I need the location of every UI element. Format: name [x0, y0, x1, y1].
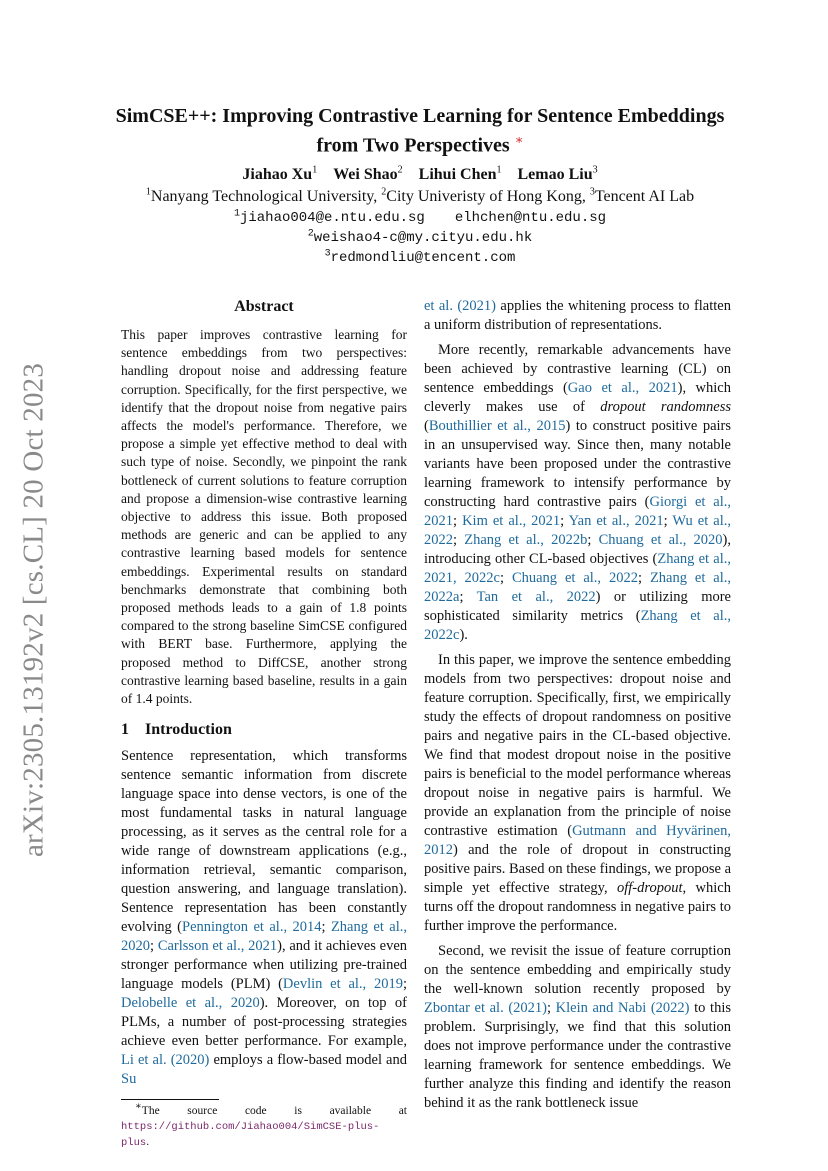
- citation-link[interactable]: Zhang et al., 2022a: [424, 570, 731, 605]
- citation-link[interactable]: Devlin et al., 2019: [282, 976, 403, 993]
- author: Wei Shao$^2$: [333, 164, 403, 183]
- citation-link[interactable]: Pennington et al., 2014: [182, 919, 322, 936]
- citation-link[interactable]: Zhang et al., 2022c: [424, 608, 731, 643]
- citation-link[interactable]: Zhang et al., 2022b: [464, 532, 588, 548]
- author-list: [90, 166, 750, 184]
- intro-paragraph-1-continued: et al. (2021) applies the whitening process to flatten a uniform distribution of representations.: [424, 298, 731, 333]
- intro-paragraph-2: More recently, remarkable advancements have been achieved by contrastive learning (CL) on sentence embeddings (Gao et al., 2021), which cleverly makes use of dropout randomness (Bouthillier et al., 2015) to construct positive pairs in an unsupervised way. Since then, many notable variants have been proposed under the contrastive learning framework to intensify performance by constructing hard contrastive pairs (Giorgi et al., 2021; Kim et al., 2021; Yan et al., 2021; Wu et al., 2022; Zhang et al., 2022b; Chuang et al., 2020), introducing other CL-based objectives (Zhang et al., 2021, 2022c; Chuang et al., 2022; Zhang et al., 2022a; Tan et al., 2022) or utilizing more sophisticated similarity metrics (Zhang et al., 2022c).: [424, 342, 732, 643]
- footnote: ∗The source code is available at https://github.com/Jiahao004/SimCSE-plus-plus.: [121, 1101, 407, 1150]
- arxiv-id: arXiv:2305.13192v2 [cs.CL] 20 Oct 2023: [17, 362, 50, 858]
- arxiv-sidebar-stamp: [2, 330, 66, 890]
- citation-link[interactable]: Chuang et al., 2020: [598, 532, 723, 548]
- abstract-text: This paper improves contrastive learning for sentence embeddings from two perspectives: handling dropout noise and addressing feature corruption. Specifically, for the first perspective, we identify that the dropout noise from negative pairs affects the model's performance. Therefore, we propose a simple yet effective method to deal with such type of noise. Secondly, we pinpoint the rank bottleneck of current solutions to feature corruption and propose a dimension-wise contrastive learning objective to address this issue. Both proposed methods are generic and can be applied to any contrastive learning based models for sentence embeddings. Experimental results on standard benchmarks demonstrate that combining both proposed methods leads to a gain of 1.8 points compared to the strong baseline SimCSE configured with BERT base. Furthermore, applying the proposed method to DiffCSE, another strong contrastive learning based baseline, results in a gain of 1.4 points.: [121, 327, 407, 707]
- email-line: $^3$redmondliu@tencent.com: [324, 248, 516, 266]
- citation-link[interactable]: Gao et al., 2021: [567, 380, 678, 396]
- citation-link[interactable]: Li et al. (2020): [121, 1052, 210, 1069]
- email-line: $^1$jiahao004@e.ntu.edu.sg elhchen@ntu.edu.sg: [233, 208, 607, 226]
- citation-link[interactable]: Carlsson et al., 2021: [157, 938, 278, 955]
- author: Lemao Liu$^3$: [517, 164, 598, 183]
- email-line: $^2$weishao4-c@my.cityu.edu.hk: [307, 228, 533, 246]
- citation-link[interactable]: Gutmann and Hyvärinen, 2012: [424, 823, 731, 858]
- citation-link[interactable]: Klein and Nabi (2022): [555, 1000, 690, 1016]
- author: Jiahao Xu$^1$: [242, 164, 318, 183]
- left-column: [121, 297, 407, 1151]
- citation-link[interactable]: Zbontar et al. (2021): [424, 1000, 547, 1016]
- citation-link[interactable]: Wu et al., 2022: [424, 513, 731, 548]
- intro-paragraph-3: In this paper, we improve the sentence embedding models from two perspectives: dropout noise and feature corruption. Specifically, first, we empirically study the effects of dropout randomness on positive pairs and negative pairs in the CL-based objective. We find that modest dropout noise in the positive pairs is beneficial to the model performance whereas dropout noise in negative pairs is harmful. We provide an explanation from the principle of noise contrastive estimation (Gutmann and Hyvärinen, 2012) and the role of dropout in constructing positive pairs. Based on these findings, we propose a simple yet effective strategy, off-dropout, which turns off the dropout randomness in negative pairs to further improve the performance.: [424, 652, 731, 934]
- citation-link[interactable]: Yan et al., 2021: [568, 513, 664, 529]
- title-line-1: SimCSE++: Improving Contrastive Learning for Sentence Embeddings: [115, 105, 725, 127]
- affiliations: $^1$Nanyang Technological University, $^2$City Univeristy of Hong Kong, $^3$Tencent AI Lab: [145, 186, 695, 205]
- title-footnote-marker[interactable]: ∗: [514, 132, 524, 147]
- author: Lihui Chen$^1$: [418, 164, 502, 183]
- citation-link[interactable]: Zhang et al., 2021, 2022c: [424, 551, 731, 586]
- section-heading-introduction: 1 Introduction: [121, 721, 232, 739]
- citation-link[interactable]: et al. (2021): [424, 298, 497, 314]
- citation-link[interactable]: Giorgi et al., 2021: [424, 494, 731, 529]
- paper-title: [90, 104, 750, 158]
- citation-link[interactable]: Kim et al., 2021: [462, 513, 561, 529]
- citation-link[interactable]: Chuang et al., 2022: [511, 570, 638, 586]
- citation-link[interactable]: Su: [121, 1071, 137, 1088]
- footnote-divider: [121, 1099, 219, 1100]
- source-code-link[interactable]: https://github.com/Jiahao004/SimCSE-plus-plus: [121, 1121, 380, 1150]
- title-line-2: from Two Perspectives ∗: [316, 132, 524, 157]
- citation-link[interactable]: Delobelle et al., 2020: [121, 995, 260, 1012]
- abstract-heading: Abstract: [234, 298, 294, 315]
- intro-paragraph-4: Second, we revisit the issue of feature corruption on the sentence embedding and empirically study the well-known solution recently proposed by Zbontar et al. (2021); Klein and Nabi (2022) to this problem. Surprisingly, we find that this solution does not improve performance under the contrastive learning framework for sentence embeddings. We further analyze this finding and identify the reason behind it as the rank bottleneck issue: [424, 943, 731, 1111]
- intro-paragraph-1: Sentence representation, which transforms sentence semantic information from discrete language space into dense vectors, is one of the most fundamental tasks in natural language processing, as it serves as the central role for a wide range of downstream applications (e.g., information retrieval, semantic comparison, question answering, and language translation). Sentence representation has been constantly evolving (Pennington et al., 2014; Zhang et al., 2020; Carlsson et al., 2021), and it achieves even stronger performance when utilizing pre-trained language models (PLM) (Devlin et al., 2019; Delobelle et al., 2020). Moreover, on top of PLMs, a number of post-processing strategies achieve even better performance. For example, Li et al. (2020) employs a flow-based model and Su: [121, 748, 408, 1088]
- citation-link[interactable]: Zhang et al., 2020: [121, 919, 407, 955]
- right-column: [424, 297, 731, 1113]
- citation-link[interactable]: Tan et al., 2022: [476, 589, 596, 605]
- citation-link[interactable]: Bouthillier et al., 2015: [428, 418, 566, 434]
- author-emails: [90, 208, 750, 268]
